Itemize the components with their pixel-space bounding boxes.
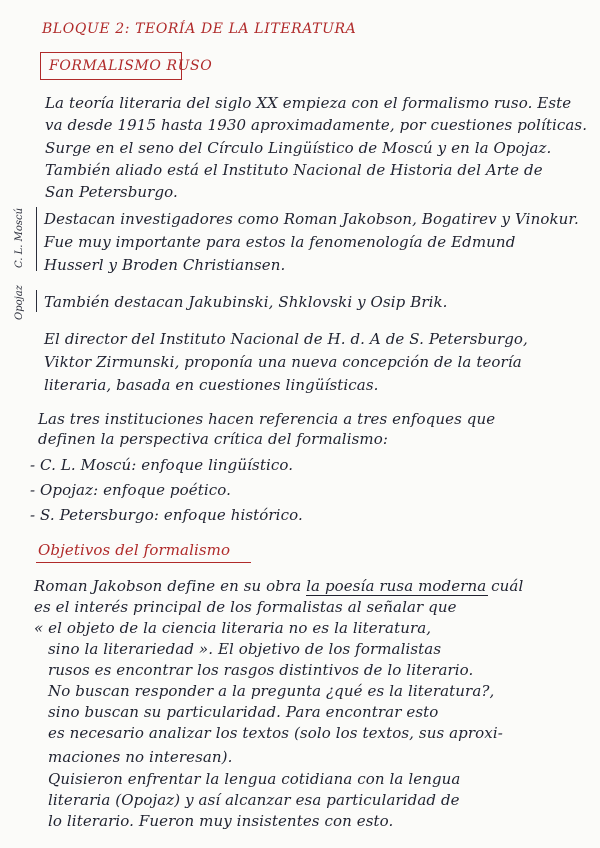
intro-line-4: También aliado está el Instituto Nacional de Historia del Arte de (45, 161, 543, 179)
objetivos-line-8: es necesario analizar los textos (solo los textos, sus aproxi- (48, 724, 503, 742)
section-title-objetivos: Objetivos del formalismo (38, 541, 231, 559)
bullet-moscu: - C. L. Moscú: enfoque lingüístico. (30, 456, 294, 474)
block-title: BLOQUE 2: TEORÍA DE LA LITERATURA (42, 21, 357, 37)
bracket-moscu (36, 207, 37, 271)
approaches-line-1: Las tres instituciones hacen referencia a tres enfoques que (38, 410, 496, 428)
margin-label-moscu: C. L. Moscú (14, 207, 25, 268)
bracket-opojaz (36, 290, 37, 312)
margin-label-opojaz: Opojaz (14, 285, 25, 320)
opojaz-line: También destacan Jakubinski, Shklovski y Osip Brik. (44, 293, 448, 311)
bullet-petersburgo: - S. Petersburgo: enfoque histórico. (30, 506, 303, 524)
objetivos-line-11: literaria (Opojaz) y así alcanzar esa particularidad de (48, 791, 460, 809)
objetivos-line-1: Roman Jakobson define en su obra la poesía rusa moderna cuál (34, 577, 524, 595)
moscu-line-1: Destacan investigadores como Roman Jakobson, Bogatirev y Vinokur. (44, 210, 579, 228)
director-line-2: Viktor Zirmunski, proponía una nueva concepción de la teoría (44, 353, 522, 371)
objetivos-line-3: « el objeto de la ciencia literaria no es la literatura, (34, 619, 432, 637)
director-line-1: El director del Instituto Nacional de H. d. A de S. Petersburgo, (44, 330, 528, 348)
moscu-line-2: Fue muy importante para estos la fenomenología de Edmund (44, 233, 516, 251)
section-title-underline (36, 562, 251, 563)
moscu-line-3: Husserl y Broden Christiansen. (44, 256, 286, 274)
intro-line-1: La teoría literaria del siglo XX empieza con el formalismo ruso. Este (45, 94, 572, 112)
objetivos-line-10: Quisieron enfrentar la lengua cotidiana con la lengua (48, 770, 461, 788)
approaches-line-2: definen la perspectiva crítica del formalismo: (38, 430, 389, 448)
objetivos-line-12: lo literario. Fueron muy insistentes con esto. (48, 812, 394, 830)
intro-line-3: Surge en el seno del Círculo Lingüístico de Moscú y en la Opojaz. (45, 139, 552, 157)
objetivos-line-5: rusos es encontrar los rasgos distintivos de lo literario. (48, 661, 474, 679)
objetivos-line-2: es el interés principal de los formalistas al señalar que (34, 598, 457, 616)
objetivos-line-6: No buscan responder a la pregunta ¿qué es la literatura?, (48, 682, 495, 700)
underline-poesia-rusa (306, 595, 488, 596)
intro-line-2: va desde 1915 hasta 1930 aproximadamente, por cuestiones políticas. (45, 116, 588, 134)
director-line-3: literaria, basada en cuestiones lingüísticas. (44, 376, 379, 394)
section-title-formalismo-ruso: FORMALISMO RUSO (49, 58, 213, 74)
intro-line-5: San Petersburgo. (45, 183, 178, 201)
bullet-opojaz: - Opojaz: enfoque poético. (30, 481, 231, 499)
objetivos-line-7: sino buscan su particularidad. Para encontrar esto (48, 703, 439, 721)
objetivos-line-4: sino la literariedad ». El objetivo de los formalistas (48, 640, 442, 658)
objetivos-line-9: maciones no interesan). (48, 748, 233, 766)
